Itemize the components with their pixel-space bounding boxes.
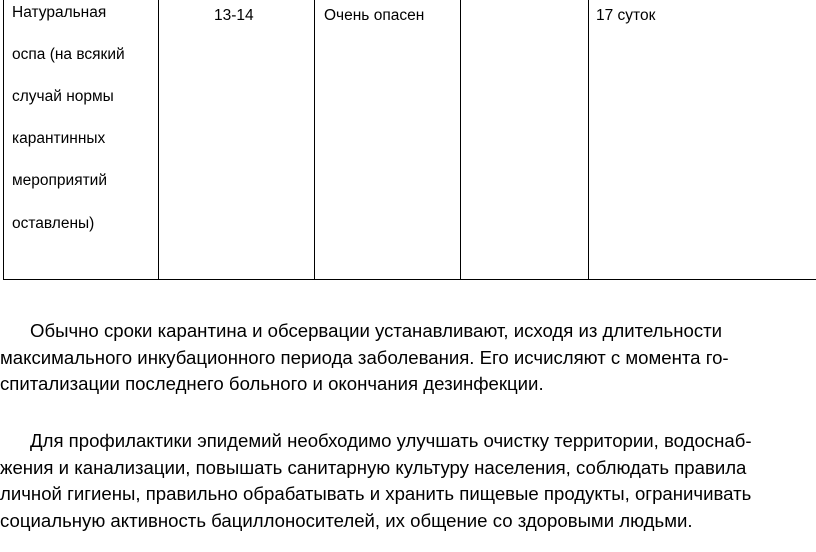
paragraph-epidemic-prevention: [0, 428, 816, 534]
paragraph-quarantine-terms: [0, 318, 816, 398]
paragraph-line: максимального инкубационного периода заболевания. Его исчисляют с момента го-: [0, 346, 729, 368]
disease-line: карантинных: [12, 130, 106, 147]
paragraph-line: жения и канализации, повышать санитарную культуру населения, соблюдать правила: [0, 456, 747, 478]
paragraph-line: Обычно сроки карантина и обсервации устанавливают, исходя из длительности: [30, 320, 723, 341]
quarantine-table: [3, 0, 816, 280]
incubation-cell: [159, 0, 315, 280]
paragraph-line: спитализации последнего больного и окончания дезинфекции.: [0, 373, 544, 394]
disease-line: Натуральная: [12, 4, 107, 21]
empty-value: [461, 0, 588, 6]
paragraph-line: Для профилактики эпидемий необходимо улучшать очистку территории, водоснаб-: [30, 430, 752, 451]
disease-line: оставлены): [12, 215, 95, 232]
quarantine-period-cell: [589, 0, 816, 280]
paragraph-line: социальную активность бациллоносителей, их общение со здоровыми людьми.: [0, 509, 693, 531]
quarantine-table-fragment: [3, 0, 816, 280]
quarantine-period-value: 17 суток: [596, 7, 656, 24]
table-row: [4, 0, 816, 280]
disease-line: мероприятий: [12, 172, 107, 189]
disease-line: случай нормы: [12, 88, 114, 105]
danger-value: Очень опасен: [324, 7, 425, 24]
disease-cell: [4, 0, 159, 280]
incubation-value: 13-14: [214, 7, 254, 24]
disease-line: оспа (на всякий: [12, 46, 125, 63]
empty-cell: [461, 0, 589, 280]
danger-cell: [315, 0, 461, 280]
paragraph-line: личной гигиены, правильно обрабатывать и хранить пищевые продукты, ограничивать: [0, 483, 752, 504]
